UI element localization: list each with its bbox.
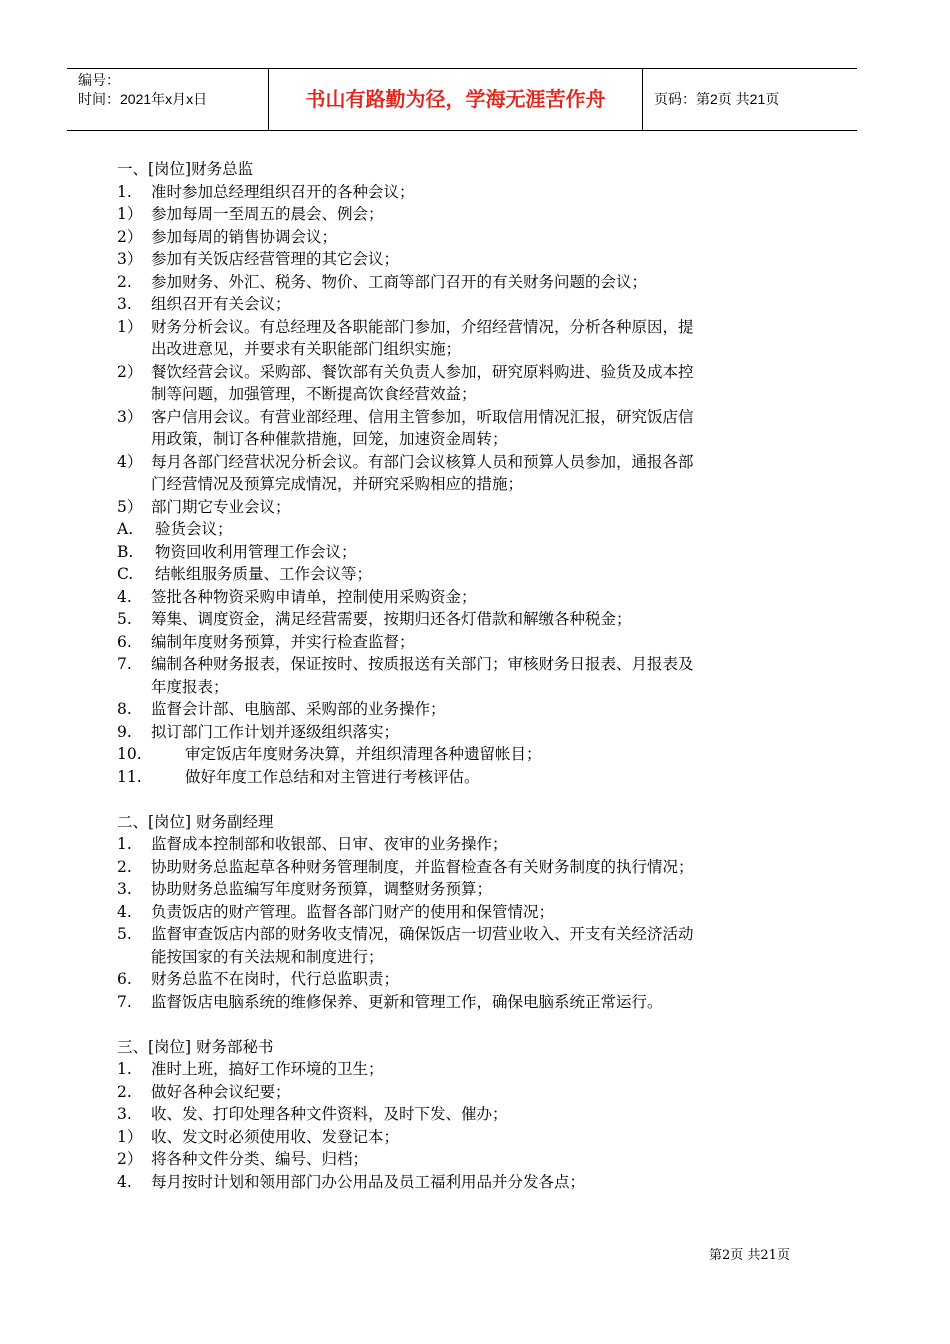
list-item-text: 结帐组服务质量、工作会议等； bbox=[155, 565, 373, 583]
list-item bbox=[117, 518, 817, 541]
list-item-text: 参加每周一至周五的晨会、例会； bbox=[151, 205, 384, 223]
list-item-number: 2. bbox=[117, 1082, 132, 1101]
list-item-number: 7. bbox=[117, 992, 132, 1011]
list-item-text: 准时上班，搞好工作环境的卫生； bbox=[151, 1060, 384, 1078]
list-item bbox=[117, 1103, 817, 1126]
list-item-text: 监督饭店电脑系统的维修保养、更新和管理工作，确保电脑系统正常运行。 bbox=[151, 992, 663, 1011]
list-item-text: 门经营情况及预算完成情况，并研究采购相应的措施； bbox=[151, 475, 524, 493]
list-item-number: 3） bbox=[117, 250, 143, 268]
list-item-text: 每月各部门经营状况分析会议。有部门会议核算人员和预算人员参加，通报各部 bbox=[151, 452, 694, 471]
list-item-text: 参加每周的销售协调会议； bbox=[151, 227, 338, 246]
list-item-number: B. bbox=[117, 542, 134, 561]
list-item-text: 参加财务、外汇、税务、物价、工商等部门召开的有关财务问题的会议； bbox=[151, 272, 648, 291]
list-item bbox=[117, 743, 817, 766]
list-item bbox=[117, 271, 817, 294]
list-item bbox=[117, 496, 817, 519]
list-item-continuation bbox=[117, 383, 817, 406]
list-item bbox=[117, 1148, 817, 1171]
list-item-number: 5. bbox=[117, 610, 132, 628]
list-item bbox=[117, 181, 817, 204]
list-item-text: 筹集、调度资金，满足经营需要，按期归还各灯借款和解缴各种税金； bbox=[151, 610, 632, 628]
list-item-number: 1. bbox=[117, 1060, 132, 1078]
list-item-number: 2. bbox=[117, 272, 132, 291]
list-item bbox=[117, 316, 817, 339]
list-item-text: 监督会计部、电脑部、采购部的业务操作； bbox=[151, 700, 446, 718]
list-item bbox=[117, 901, 817, 924]
list-item-number: 9. bbox=[117, 722, 132, 741]
list-item-number: C. bbox=[117, 565, 134, 583]
list-item-number: 1） bbox=[117, 317, 143, 336]
list-item bbox=[117, 361, 817, 384]
list-item bbox=[117, 698, 817, 721]
section-heading bbox=[117, 1036, 817, 1059]
list-item-number: 1. bbox=[117, 835, 132, 853]
list-item-text: 审定饭店年度财务决算，并组织清理各种遗留帐目； bbox=[185, 745, 542, 763]
list-item-continuation bbox=[117, 676, 817, 699]
list-item bbox=[117, 203, 817, 226]
list-item-continuation bbox=[117, 946, 817, 969]
list-item bbox=[117, 878, 817, 901]
list-item-number: 2. bbox=[117, 857, 132, 876]
list-item-text: 监督审查饭店内部的财务收支情况，确保饭店一切营业收入、开支有关经济活动 bbox=[151, 925, 694, 943]
list-item bbox=[117, 608, 817, 631]
page-header bbox=[67, 68, 857, 131]
list-item bbox=[117, 1081, 817, 1104]
list-item-number: 11. bbox=[117, 767, 142, 786]
list-item-number: 5） bbox=[117, 497, 143, 516]
list-item-text: 参加有关饭店经营管理的其它会议； bbox=[151, 250, 400, 268]
list-item-number: A. bbox=[117, 520, 134, 538]
list-item-number: 3. bbox=[117, 295, 132, 313]
list-item-text: 财务总监不在岗时，代行总监职责； bbox=[151, 970, 400, 988]
list-item-text: 收、发、打印处理各种文件资料，及时下发、催办； bbox=[151, 1105, 508, 1123]
list-item bbox=[117, 833, 817, 856]
list-item bbox=[117, 968, 817, 991]
list-item-text: 将各种文件分类、编号、归档； bbox=[151, 1150, 369, 1168]
list-item-number: 1. bbox=[117, 182, 132, 201]
list-item bbox=[117, 1126, 817, 1149]
list-item bbox=[117, 451, 817, 474]
list-item-number: 2） bbox=[117, 227, 143, 246]
list-item-number: 4. bbox=[117, 1172, 132, 1191]
list-item-text: 财务分析会议。有总经理及各职能部门参加，介绍经营情况，分析各种原因，提 bbox=[151, 317, 694, 336]
header-motto-cell bbox=[269, 69, 643, 130]
header-page-cell bbox=[643, 69, 857, 130]
list-item bbox=[117, 1058, 817, 1081]
list-item-number: 3） bbox=[117, 407, 143, 426]
list-item-text: 餐饮经营会议。采购部、餐饮部有关负责人参加，研究原料购进、验货及成本控 bbox=[151, 362, 694, 381]
list-item-text: 出改进意见，并要求有关职能部门组织实施； bbox=[151, 340, 462, 358]
header-page-number: 页码：第2页 共21页 bbox=[654, 91, 780, 107]
list-item bbox=[117, 631, 817, 654]
list-item bbox=[117, 856, 817, 879]
section-heading bbox=[117, 158, 817, 181]
list-item-text: 部门期它专业会议； bbox=[151, 497, 291, 516]
list-item-number: 1） bbox=[117, 205, 143, 223]
list-item bbox=[117, 586, 817, 609]
list-item bbox=[117, 653, 817, 676]
list-item bbox=[117, 991, 817, 1014]
list-item-number: 2） bbox=[117, 362, 143, 381]
list-item-number: 4. bbox=[117, 587, 132, 606]
list-item bbox=[117, 766, 817, 789]
list-item-text: 做好年度工作总结和对主管进行考核评估。 bbox=[185, 767, 480, 786]
blank-line bbox=[117, 788, 817, 811]
header-meta-cell bbox=[67, 69, 269, 130]
list-item-text: 编制各种财务报表，保证按时、按质报送有关部门；审核财务日报表、月报表及 bbox=[151, 655, 694, 673]
list-item-text: 准时参加总经理组织召开的各种会议； bbox=[151, 182, 415, 201]
list-item-number: 4. bbox=[117, 902, 132, 921]
list-item-number: 5. bbox=[117, 925, 132, 943]
list-item-text: 做好各种会议纪要； bbox=[151, 1082, 291, 1101]
list-item bbox=[117, 541, 817, 564]
document-body bbox=[117, 158, 817, 1193]
list-item bbox=[117, 721, 817, 744]
list-item-text: 制等问题，加强管理，不断提高饮食经营效益； bbox=[151, 385, 477, 403]
list-item-text: 协助财务总监编写年度财务预算，调整财务预算； bbox=[151, 880, 493, 898]
list-item-text: 拟订部门工作计划并逐级组织落实； bbox=[151, 722, 400, 741]
document-time-label: 时间：2021年x月x日 bbox=[78, 91, 208, 107]
list-item bbox=[117, 1171, 817, 1194]
list-item-number: 10. bbox=[117, 745, 142, 763]
list-item-number: 6. bbox=[117, 632, 132, 651]
list-item-text: 能按国家的有关法规和制度进行； bbox=[151, 947, 384, 966]
list-item-text: 一、[岗位]财务总监 bbox=[117, 160, 254, 178]
list-item-number: 8. bbox=[117, 700, 132, 718]
footer-page-number: 第2页 共21页 bbox=[709, 1248, 790, 1263]
list-item-text: 每月按时计划和领用部门办公用品及员工福利用品并分发各点； bbox=[151, 1172, 586, 1191]
list-item-number: 3. bbox=[117, 1105, 132, 1123]
list-item-number: 6. bbox=[117, 970, 132, 988]
list-item bbox=[117, 226, 817, 249]
list-item-text: 组织召开有关会议； bbox=[151, 295, 291, 313]
list-item-continuation bbox=[117, 338, 817, 361]
blank-line bbox=[117, 1013, 817, 1036]
list-item-text: 负责饭店的财产管理。监督各部门财产的使用和保管情况； bbox=[151, 902, 555, 921]
list-item-text: 监督成本控制部和收银部、日审、夜审的业务操作； bbox=[151, 835, 508, 853]
list-item-text: 协助财务总监起草各种财务管理制度，并监督检查各有关财务制度的执行情况； bbox=[151, 857, 694, 876]
list-item bbox=[117, 248, 817, 271]
list-item-number: 1） bbox=[117, 1127, 143, 1146]
list-item bbox=[117, 293, 817, 316]
list-item-number: 7. bbox=[117, 655, 132, 673]
list-item-continuation bbox=[117, 428, 817, 451]
list-item-number: 2） bbox=[117, 1150, 143, 1168]
section-heading bbox=[117, 811, 817, 834]
list-item-number: 3. bbox=[117, 880, 132, 898]
document-number-label: 编号： bbox=[78, 72, 120, 88]
list-item-text: 客户信用会议。有营业部经理、信用主管参加，听取信用情况汇报，研究饭店信 bbox=[151, 407, 694, 426]
list-item-text: 用政策，制订各种催款措施，回笼，加速资金周转； bbox=[151, 430, 508, 448]
list-item bbox=[117, 563, 817, 586]
header-motto: 书山有路勤为径，学海无涯苦作舟 bbox=[305, 87, 606, 111]
list-item-text: 年度报表； bbox=[151, 677, 229, 696]
list-item bbox=[117, 406, 817, 429]
list-item-text: 三、[岗位] 财务部秘书 bbox=[117, 1037, 274, 1056]
list-item-text: 二、[岗位] 财务副经理 bbox=[117, 812, 274, 831]
list-item-text: 编制年度财务预算，并实行检查监督； bbox=[151, 632, 415, 651]
list-item-text: 签批各种物资采购申请单，控制使用采购资金； bbox=[151, 587, 477, 606]
list-item-text: 验货会议； bbox=[155, 520, 233, 538]
list-item-text: 收、发文时必须使用收、发登记本； bbox=[151, 1127, 400, 1146]
list-item-number: 4） bbox=[117, 452, 143, 471]
list-item-text: 物资回收利用管理工作会议； bbox=[155, 542, 357, 561]
list-item-continuation bbox=[117, 473, 817, 496]
list-item bbox=[117, 923, 817, 946]
